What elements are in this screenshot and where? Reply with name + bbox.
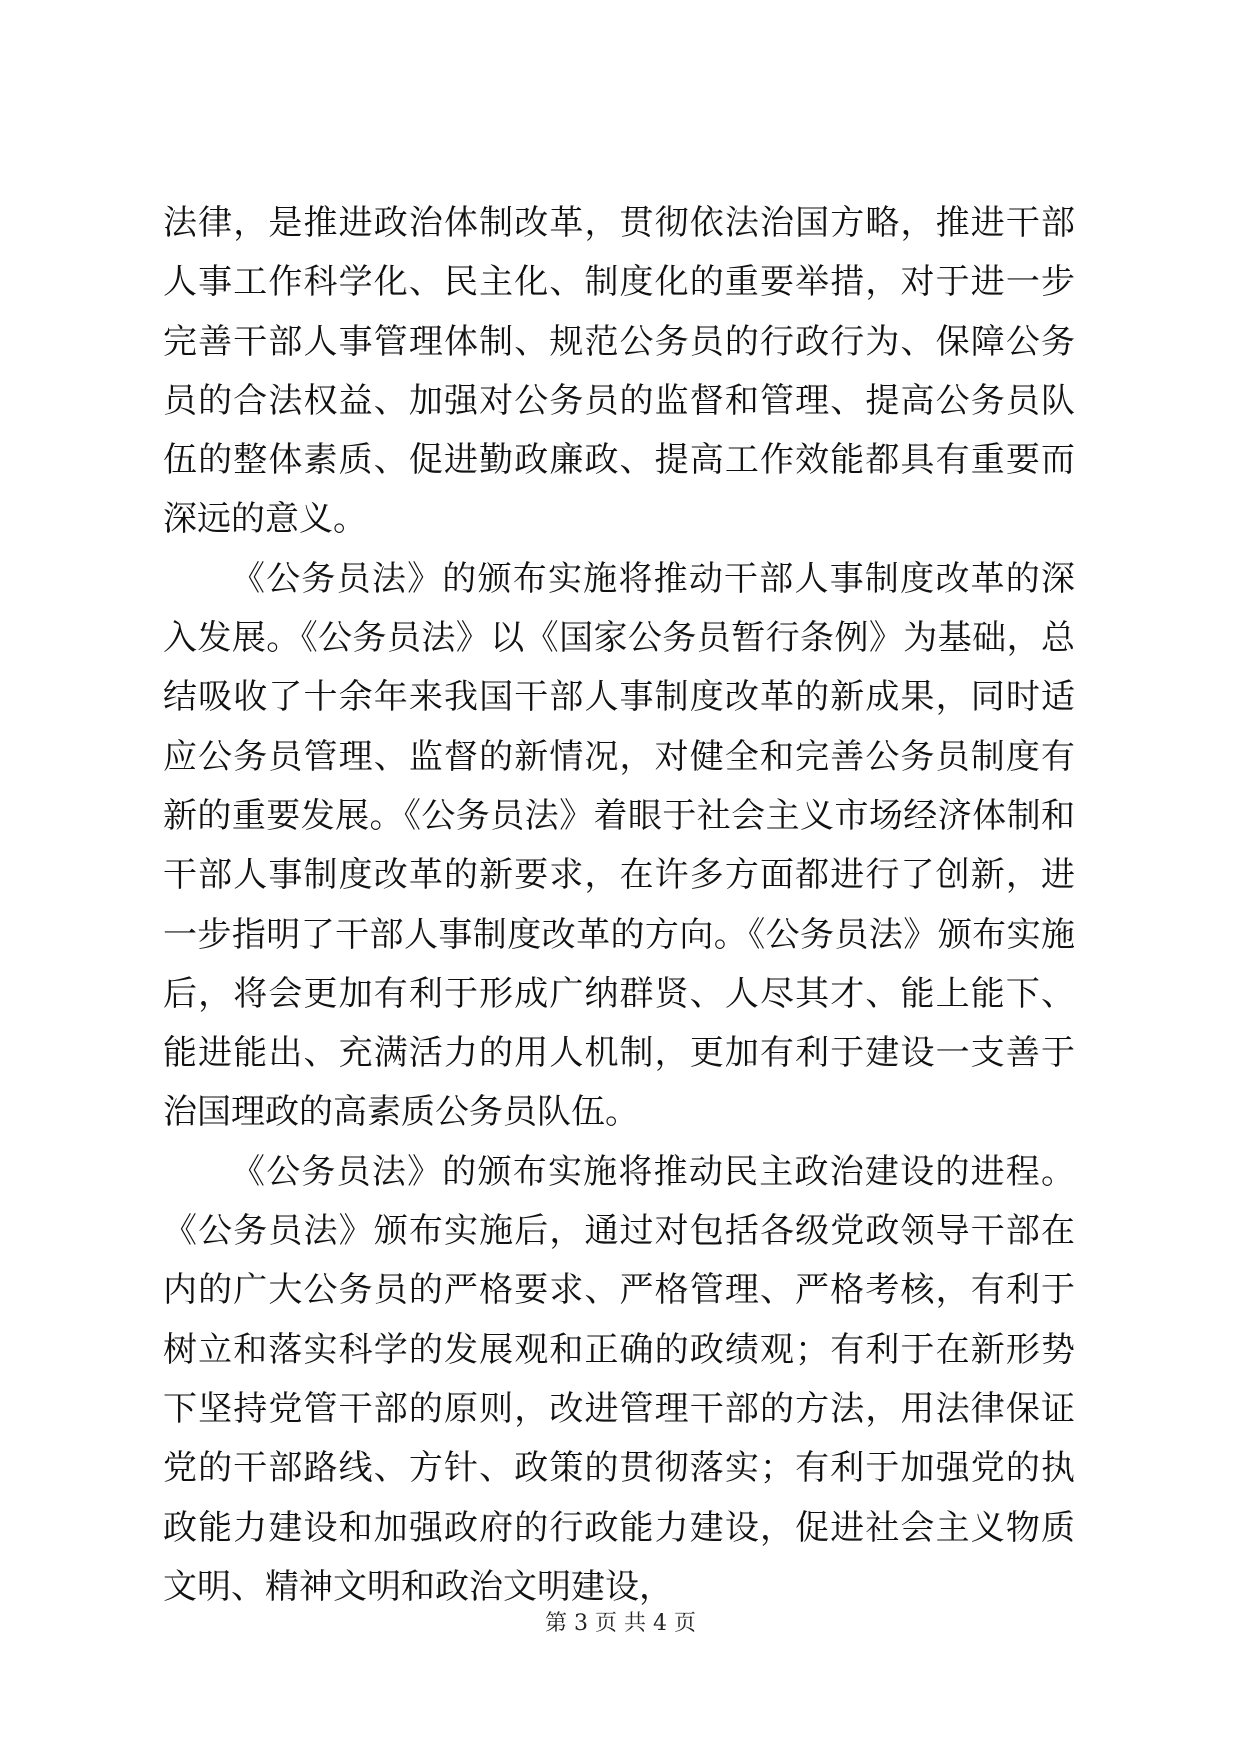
paragraph-2: 《公务员法》的颁布实施将推动干部人事制度改革的深入发展。《公务员法》以《国家公务员暂行条例》为基础，总结吸收了十余年来我国干部人事制度改革的新成果，同时适应公务员管理、监督的新情况，对健全和完善公务员制度有新的重要发展。《公务员法》着眼于社会主义市场经济体制和干部人事制度改革的新要求，在许多方面都进行了创新，进一步指明了干部人事制度改革的方向。《公务员法》颁布实施后，将会更加有利于形成广纳群贤、人尽其才、能上能下、能进能出、充满活力的用人机制，更加有利于建设一支善于治国理政的高素质公务员队伍。 (163, 558, 1075, 1133)
paragraph-3: 《公务员法》的颁布实施将推动民主政治建设的进程。《公务员法》颁布实施后，通过对包括各级党政领导干部在内的广大公务员的严格要求、严格管理、严格考核，有利于树立和落实科学的发展观和正确的政绩观；有利于在新形势下坚持党管干部的原则，改进管理干部的方法，用法律保证党的干部路线、方针、政策的贯彻落实；有利于加强党的执政能力建设和加强政府的行政能力建设，促进社会主义物质文明、精神文明和政治文明建设， (163, 1151, 1075, 1607)
document-body (163, 194, 1075, 1617)
paragraph-1: 法律，是推进政治体制改革，贯彻依法治国方略，推进干部人事工作科学化、民主化、制度化的重要举措，对于进一步完善干部人事管理体制、规范公务员的行政行为、保障公务员的合法权益、加强对公务员的监督和管理、提高公务员队伍的整体素质、促进勤政廉政、提高工作效能都具有重要而深远的意义。 (163, 203, 1075, 540)
page-number-footer: 第 3 页 共 4 页 (545, 1611, 696, 1636)
